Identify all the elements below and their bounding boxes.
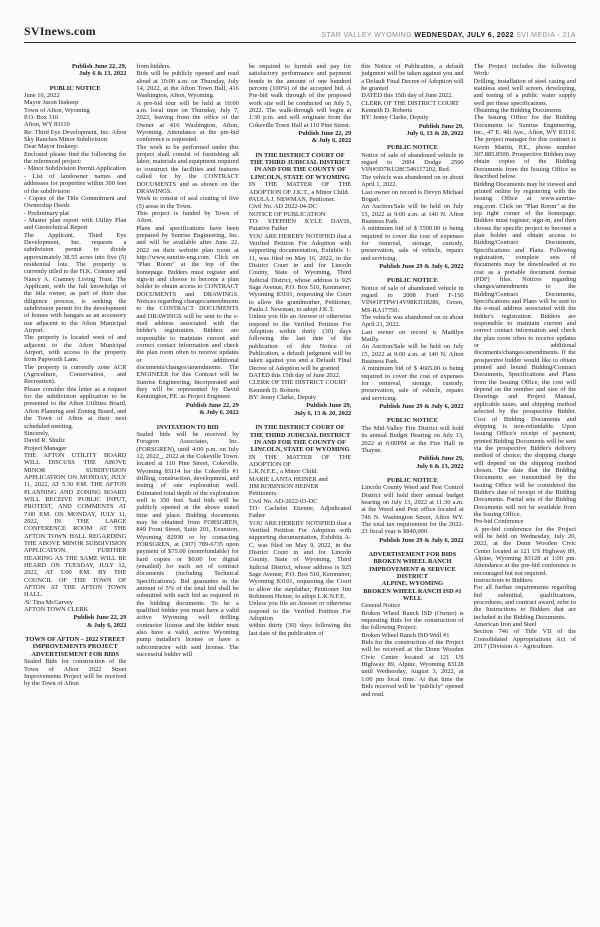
notice-paragraph: YOU ARE HEREBY NOTIFIED that a Verified Petition For Adoption with supporting documentation, Exhibits A-C, was filed on May 9, 2022, in the District Court in and for Lincoln County, State of Wyoming, Third Judicial District, whose address is 925 Sage Avenue, P.O. Box 510, Kemmerer, Wyoming 83101, requesting the Court to allow the stepfather, Petitioner Jim Robinson Heiner, to adopt L.K.N.F.E.	[248, 519, 352, 601]
heading-line: INVITATION TO BID	[156, 423, 219, 431]
text-line: Petitioners.	[248, 490, 278, 498]
publish-dates	[361, 537, 463, 544]
column-5	[474, 63, 576, 923]
notice-paragraph: The property is located west of and adjacent to the Afton Municipal Airport, with access to the property from Papworth Lane.	[24, 334, 127, 364]
publish-dates	[361, 455, 463, 470]
heading-line: PUBLIC NOTICE	[386, 417, 438, 425]
text-line: Afton, WY 83110	[24, 121, 70, 129]
notice-heading	[24, 85, 126, 92]
notice-paragraph: Notice of sale of abandoned vehicle in regard to 2004 Dodge 2500 VIN#3D7KU28C546117202, Red.	[361, 151, 464, 174]
column-3	[249, 63, 351, 923]
publish-dates	[24, 614, 126, 629]
notice-heading	[361, 551, 463, 602]
edition-label: SVI MEDIA - 21A	[516, 32, 576, 39]
publish-dates	[136, 402, 238, 417]
heading-line: PUBLIC NOTICE	[386, 144, 438, 152]
notice-paragraph: - Master plan report with Utility Plan and Geotechnical Report	[24, 216, 127, 232]
notice-paragraph: The Mid-Valley Fire District will hold its annual Budget Hearing on July 13, 2022 at 6:00PM at the Fire Hall in Thayne.	[361, 424, 464, 454]
masthead	[24, 24, 576, 43]
notice-paragraph: This project is funded by Town of Afton.	[136, 209, 239, 225]
notice-paragraph: this Notice of Publication, a default judgment will be taken against you and a Default Final Decree of Adoption will be granted	[361, 63, 464, 93]
notice-paragraph: Last owner on record is Madilyn Mailly.	[361, 328, 464, 344]
text-line: Civil No. AD 2022-04-DC	[248, 203, 317, 211]
notice-paragraph: CLERK OF THE DISTRICT COURT	[248, 379, 347, 387]
notice-heading	[361, 417, 463, 424]
notice-lines	[249, 387, 351, 402]
notice-paragraph: The work to be performed under this project shall consist of furnishing all labor, materials and equipment required to construct the facilities and features called for by the CONTRACT DOCUMENTS and as shown on the DRAWINGS.	[136, 143, 239, 195]
notice-paragraph: YOU ARE HEREBY NOTIFIED that a Verified Petition For Adoption with supporting documentation, Exhibits 1-11, was filed on May 16, 2022, in the District Court in and for Lincoln County, State of Wyoming, Third Judicial District, whose address is 925 Sage Avenue, P.O. Box 510, Kemmerer, Wyoming 83101, requesting the Court to allow the grandmother, Petitioner, Paula J. Newman, to adopt J.K.T.	[248, 232, 352, 313]
publish-dates	[24, 63, 126, 78]
location-label: STAR VALLEY WYOMING	[321, 32, 412, 39]
legal-notice-columns	[24, 43, 576, 923]
heading-line: PUBLIC NOTICE	[49, 84, 101, 92]
notice-paragraph: within thirty (30) days following the last date of the publication of	[248, 622, 352, 637]
notice-heading	[361, 277, 463, 284]
notice-paragraph: - Preliminary plat	[24, 209, 70, 217]
notice-heading	[361, 144, 463, 151]
notice-paragraph: The property is currently zone ACR (Agriculture, Conservation, and Recreation).	[24, 363, 127, 386]
publish-line: Publish June 29 & July 6, 2022	[379, 403, 464, 411]
publish-line: July 6, 13 & 20, 2022	[406, 130, 464, 138]
heading-line: ALPINE, WYOMING	[381, 580, 444, 588]
text-line: /S/ Tina McGarvey	[24, 598, 73, 606]
notice-paragraph: Notice of sale of abandoned vehicle in regard to 2008 Ford F-150 VIN#1FTPW14V98KD18286, Green, MS-RA17750.	[361, 284, 464, 314]
notice-paragraph: A minimum bid of $ 5500.00 is being required to cover the cost of expenses for removal, storage, custody, preservation, sale of vehicle, repairs and servicing.	[361, 225, 464, 262]
heading-line: BROKEN WHEEL RANCH IMPROVEMENT & SERVICE DISTRICT	[369, 558, 456, 580]
notice-heading	[249, 152, 351, 181]
notice-paragraph: - Minor Subdivision Permit Application	[24, 165, 126, 173]
notice-paragraph: CLERK OF THE DISTRICT COURT	[361, 99, 459, 107]
notice-paragraph: The Issuing Office for the Bidding Documents is: Sunrise Engineering, Inc., 47 E. 4th Ave., Afton, WY 83110. The project manager for this contract is Kevin Martin, P.E., phone number 307.885.8500. Prospective Bidders may obtain copies of the Bidding Documents from the Issuing Office as described below.	[473, 114, 576, 181]
notice-paragraph: Bids will be publicly opened and read aloud at 10:00 a.m. on Thursday, July 14, 2022, at the Afton Town Hall, 416 Washington, Afton, Wyoming.	[136, 70, 239, 100]
notice-paragraph: Broken Wheel Ranch ISD (Owner) is requesting Bids for the construction of the following Project:	[361, 609, 464, 632]
publish-dates	[361, 263, 463, 270]
notice-paragraph: The vehicle was abandoned on or about April 21, 2022.	[361, 314, 464, 329]
publish-line: & July 6, 2022	[311, 137, 352, 145]
notice-paragraph: - List of landowner names and addresses for properties within 300 feet of the subdivision	[24, 172, 127, 195]
publish-line: July 6, 13 & 20, 2022	[294, 409, 352, 417]
text-line: June 16, 2022	[24, 92, 60, 100]
notice-paragraph: Bidding Documents may be viewed and printed online by registering with the Issuing Office at www.sunrise-eng.com. Click on "Plan Room" at the top right corner of the homepage. Bidders must register, sign-in, and then choose the specific project to become a plan holder and obtain access to Bidding/Contract Documents, Specifications and Plans. Following registration, complete sets of documents may be downloaded at no cost as a portable document format (PDF) files. Notices regarding changes/amendments to the Bidding/Contract Documents, Specifications and Plans will be sent to the e-mail address associated with the bidder's registration. Bidders are responsible to maintain current and correct contact information and check the plan room often to receive updates or additional documents/changes/amendments. If the prospective bidder would like to obtain printed and bound Bidding/Contract Documents, Specifications and Plans from the Issuing Office, the cost will depend on the number and size of the Drawings and Project Manual, applicable taxes, and shipping method selected by the prospective Bidder. Cost of Bidding Documents and shipping is non-refundable. Upon Issuing Office's receipt of payment, printed Bidding Documents will be sent via the prospective Bidder's delivery method of choice; the shipping charge will depend on the shipping method chosen. The date that the Bidding Documents are transmitted by the Issuing Office will be considered the Bidder's date of receipt of the Bidding Documents. Partial sets of the Bidding Documents will not be available from the Issuing Office.	[473, 180, 576, 518]
notice-heading	[249, 424, 351, 453]
notice-paragraph: Work to consist of seal coating of five (5) areas in the Town.	[136, 195, 239, 210]
heading-line: BROKEN WHEEL RANCH ISD #1 WELL	[363, 587, 462, 603]
notice-paragraph: from bidders.	[136, 63, 171, 70]
notice-paragraph: Please consider this letter as a request for the subdivision application to be presented to the Afton Utilities Board, Afton Planning and Zoning Board, and the Town of Afton at their next scheduled meeting.	[24, 385, 127, 430]
notice-paragraph: A pre-bid tour will be held at 10:00 a.m. local time on Thursday, July 7, 2022, leaving from the office of the Owner at 416 Washington, Afton, Wyoming. Attendance at the pre-bid conference is requested.	[136, 99, 239, 144]
column-4	[361, 63, 463, 923]
publish-line: Publish June 29 & July 6, 2022	[379, 536, 464, 544]
publish-line: July 6 & 13, 2022	[79, 70, 127, 78]
notice-heading	[136, 424, 238, 431]
notice-paragraph: IN THE MATTER OF THE ADOPTION OF	[248, 453, 352, 468]
notice-paragraph: For all further requirements regarding bid submittal, qualifications, procedures, and contract award, refer to the Instructions to Bidders that are included in the Bidding Documents.	[473, 584, 576, 621]
notice-paragraph: Plans and specifications have been prepared by Sunrise Engineering, Inc. and will be available after June 22, 2022 on their website plan room at http://www.sunrise-eng.com. Click on "Plan Room" at the top of the homepage. Bidders must register and sign-in and choose to become a plan holder to obtain access to CONTRACT DOCUMENTS and DRAWINGS. Notices regarding changes/amendments to the CONTRACT DOCUMENTS and DRAWINGS will be sent to the e-mail address associated with the bidder's registration. Bidders are responsible to maintain current and correct contact information and check the plan room often to receive updates or additional documents/changes/amendments. The ENGINEER for this Contract will be Sunrise Engineering, Incorporated and they will be represented by David Kennington, PE. as Project Engineer.	[136, 224, 239, 401]
text-line: David R. Shultz	[24, 437, 66, 445]
text-line: AFTON TOWN CLERK	[24, 606, 89, 614]
notice-paragraph: IN THE MATTER OF THE ADOPTION OF J.K.T., a Minor Child.	[248, 181, 352, 196]
heading-line: TOWN OF AFTON – 2022 STREET IMPROVEMENTS PROJECT	[25, 636, 126, 651]
notice-paragraph: An Auction/Sale will be held on July 15, 2022 at 9:00 a.m. at 140 N. Afton Business Park.	[361, 343, 464, 366]
heading-line: IN THE DISTRICT COURT OF THE THIRD JUDICIAL DISTRICT	[249, 151, 351, 167]
column-2	[136, 63, 238, 923]
notice-paragraph: TO: Cachelet Etienne, Adjudicated Father	[248, 504, 352, 520]
notice-paragraph: DATED this 15th day of June 2022.	[361, 92, 453, 100]
notice-paragraph: American Iron and Steel	[473, 621, 537, 629]
publish-dates	[361, 403, 463, 410]
text-line: Town of Afton, Wyoming	[24, 106, 90, 114]
publish-line: Publish June 22, 29	[185, 401, 239, 409]
notice-lines	[249, 196, 351, 218]
text-line: Civil No. AD-2022-03-DC	[248, 497, 318, 505]
notice-paragraph: Unless you file an Answer or otherwise respond to the Verified Petition For Adoption	[248, 600, 352, 623]
notice-lines	[24, 92, 126, 129]
notice-paragraph: Pre-bid Conference	[473, 518, 524, 526]
notice-paragraph: Sealed bids will be received by Forsgren Associates, Inc. (FORSGREN), until 4:00 p.m. on July 12, 2022_, 2022 at the Cokeville Town. located at 110 Pine Street, Cokeville, Wyoming 83114 for the Cokeville #1 drilling, construction, development, and testing of one exploration well. Estimated total depth of the exploration well is 350 feet. Said bids will be publicly opened at the above stated time and place. Bidding documents may be obtained from FORSGREN, 849 Front Street, Suite 201, Evanston, Wyoming 82930 or by contacting FORSGREN, at (307) 789-6735 upon payment of $75.00 (nonrefundable) for hard copies or $0.00 for digital (emailed) for each set of contract documents (including Technical Specifications). Bid guarantee in the amount of 5% of the total bid shall be submitted with each bid as required in the bidding documents. To be a qualified bidder you must have a valid active Wyoming well drilling contractor license and the bidder must also have a valid, active Wyoming pump installer's license or have a subcontractor with said license. The successful bidder will	[136, 430, 239, 659]
publish-line: Publish June 29 & July 6, 2022	[379, 262, 464, 270]
publish-dates	[249, 402, 351, 417]
text-line: Kenneth D. Roberts	[361, 107, 413, 115]
publish-line: Publish June 29,	[418, 455, 464, 463]
publish-line: Publish June 29,	[306, 402, 352, 410]
text-line: JIM ROBINSON HEINER	[248, 482, 319, 490]
notice-paragraph: Sealed Bids for construction of the Town of Afton 2022 Street Improvements Project will be received by the Town of Afton	[24, 658, 127, 688]
notice-paragraph: - Copies of the Title Commitment and Ownership Deeds	[24, 194, 127, 210]
notice-paragraph: Obtaining the Bidding Documents	[473, 107, 562, 115]
column-1	[24, 63, 126, 923]
publish-dates	[361, 123, 463, 138]
notice-lines	[24, 599, 126, 614]
notice-paragraph: The Applicant, Third Eye Development, Inc. requests a subdivision permit to divide approximately 38.55 acres into five (5) residential lots. The property is currently titled to the H.K. Cranney and Nancy A. Cranney Living Trust. The Applicant, with the full knowledge of the title owner, as part of their due diligence process, is seeking the subdivision permit for the development of homes with hangars as an accessory use adjacent to the Afton Municipal Airport.	[24, 231, 127, 335]
issue-date: WEDNESDAY, JULY 6, 2022	[414, 32, 514, 39]
heading-line: PUBLIC NOTICE	[386, 476, 438, 484]
publish-line: July 6 & 13, 2022	[416, 462, 464, 470]
notice-lines	[249, 468, 351, 505]
site-title: SVInews.com	[24, 24, 96, 38]
notice-paragraph: Re: Third Eye Development, Inc. Afton Sky Ranches Minor Subdivision	[24, 128, 127, 144]
heading-line: PUBLIC NOTICE	[386, 277, 438, 285]
notice-paragraph: The Project includes the following Work:	[473, 63, 576, 78]
notice-paragraph: A minimum bid of $ 4665.00 is being required to cover the cost of expenses for removal, storage, custody, preservation, sale of vehicle, repairs and servicing.	[361, 365, 464, 402]
notice-paragraph: A pre-bid conference for the Project will be held on Wednesday, July 20, 2022, at the Donn Wooden Civic Center located at 121 US Highway 89, Alpine, Wyoming 83128 at 1:00 pm. Attendance at the pre-bid conference is encouraged but not required.	[473, 525, 576, 577]
publish-line: Publish June 22, 29	[298, 130, 352, 138]
notice-paragraph: Drilling, installation of steel casing and stainless steel well screen, developing, and testing of a public water supply well per these specifications.	[473, 77, 576, 107]
publish-dates	[249, 130, 351, 145]
notice-paragraph: Section 746 of Title VII of the Consolidated Appropriations Act of 2017 (Division A - Agriculture.	[473, 628, 576, 651]
notice-paragraph: Broken Wheel Ranch ISD Well #1	[361, 631, 450, 639]
notice-paragraph: Instructions to Bidders.	[473, 577, 534, 585]
publish-line: Publish June 29,	[418, 122, 464, 130]
notice-paragraph: Last owner on record is Devyn Michael Bogart.	[361, 188, 464, 203]
notice-paragraph: Bids for the construction of the Project will be received at the Donn Wooden Civic Center located at 121 US Highway 89, Alpine, Wyoming 83128 until Wednesday, August 3, 2022, at 1:00 pm local time. At that time the Bids received will be "publicly" opened and read.	[361, 639, 464, 698]
notice-paragraph: General Notice	[361, 602, 401, 610]
text-line: Sincerely,	[24, 429, 50, 437]
text-line: PAULA J. NEWMAN, Petitioner.	[248, 195, 336, 203]
text-line: P.O. Box 310	[24, 114, 59, 122]
text-line: MARIE LANTA HEINER and	[248, 475, 328, 483]
text-line: Kenneth D. Roberts	[248, 386, 300, 394]
text-line: L.K.N.F.E., a Minor Child.	[248, 468, 318, 476]
heading-line: ADVERTISEMENT FOR BIDS	[31, 650, 120, 658]
notice-paragraph: Dear Mayor Inskeep:	[24, 143, 79, 151]
notice-paragraph: An Auction/Sale will be held on July 15, 2022 at 9:00 a.m. at 140 N. Afton Business Park.	[361, 203, 464, 225]
text-line: BY: Jenny Clarke, Deputy	[361, 114, 429, 122]
notice-paragraph: TO: STEPHEN KYLE DAVIS, Putative Father	[248, 217, 352, 233]
notice-paragraph: Lincoln County Weed and Pest Control District will hold their annual budget hearing on July 13, 2022 at 11:30 a.m. at the Weed and Pest office located at 746 N. Washington Street, Afton WY. The total tax requirement for the 2022-23 fiscal year is $840,000.	[361, 484, 464, 536]
notice-paragraph: The vehicle was abandoned on or about April 1, 2022.	[361, 173, 464, 189]
heading-line: IN THE DISTRICT COURT OF THE THIRD JUDICIAL DISTRICT	[249, 424, 351, 439]
publish-line: & July 6, 2022	[199, 409, 239, 417]
text-line: NOTICE OF PUBLICATION	[248, 210, 326, 218]
notice-paragraph: be required to furnish and pay for satisfactory performance and payment bonds in the amount of one hundred percent (100%) of the accepted bid. A Pre-bid walk through of the proposed work site will be conducted on July 5, 2022. The walk-through will begin at 1:30 p.m. and will originate from the Cokeville Town Hall at 110 Pine Street.	[248, 63, 352, 129]
text-line: Mayor Jason Inskeep	[24, 99, 79, 107]
publish-line: Publish June 22, 29	[73, 614, 127, 622]
text-line: BY: Jenny Clarke, Deputy	[248, 394, 317, 402]
heading-line: IN AND FOR THE COUNTY OF LINCOLN, STATE OF WYOMING	[250, 438, 350, 454]
heading-line: ADVERTISEMENT FOR BIDS	[368, 550, 457, 558]
text-line: Project Manager	[24, 444, 67, 452]
notice-lines	[361, 107, 463, 122]
notice-paragraph: DATED this 15th day of June 2022.	[248, 372, 341, 380]
notice-lines	[24, 430, 126, 452]
notice-heading	[24, 636, 126, 658]
notice-paragraph: THE AFTON UTILITY BOARD WILL DISCUSS THE ABOVE MINOR SUBDIVISION APPLICATION ON MONDAY, JULY 11, 2022, AT 5:30 P.M. THE AFTON PLANNING AND ZONING BOARD WILL RECEIVE PUBLIC INPUT, PROTEST, AND COMMENTS AT 7:00 P.M. ON MONDAY, JULY 11, 2022, IN THE LARGE CONFERENCE ROOM AT THE AFTON TOWN HALL REGARDING THE ABOVE MINOR SUBDIVISION APPLICATION. FURTHER HEARING AS THE SAME WILL BE HEARD ON TUESDAY, JULY 12, 2022, AT 5:00 P.M. BY THE COUNCIL OF THE TOWN OF AFTON AT THE AFTON TOWN HALL.	[24, 451, 127, 599]
notice-paragraph: Unless you file an Answer or otherwise respond to the Verified Petition For Adoption within thirty (30) days following the last date of the publication of this Notice of Publication, a default judgment will be taken against you and a Default Final Decree of Adoption will be granted	[248, 313, 352, 372]
edition-line	[322, 32, 576, 39]
notice-heading	[361, 477, 463, 484]
notice-paragraph: Enclosed please find the following for the referenced project:	[24, 150, 127, 166]
publish-line: Publish June 22, 29,	[71, 63, 127, 70]
publish-line: & July 6, 2022	[86, 621, 127, 629]
heading-line: IN AND FOR THE COUNTY OF LINCOLN, STATE OF WYOMING	[250, 166, 350, 181]
